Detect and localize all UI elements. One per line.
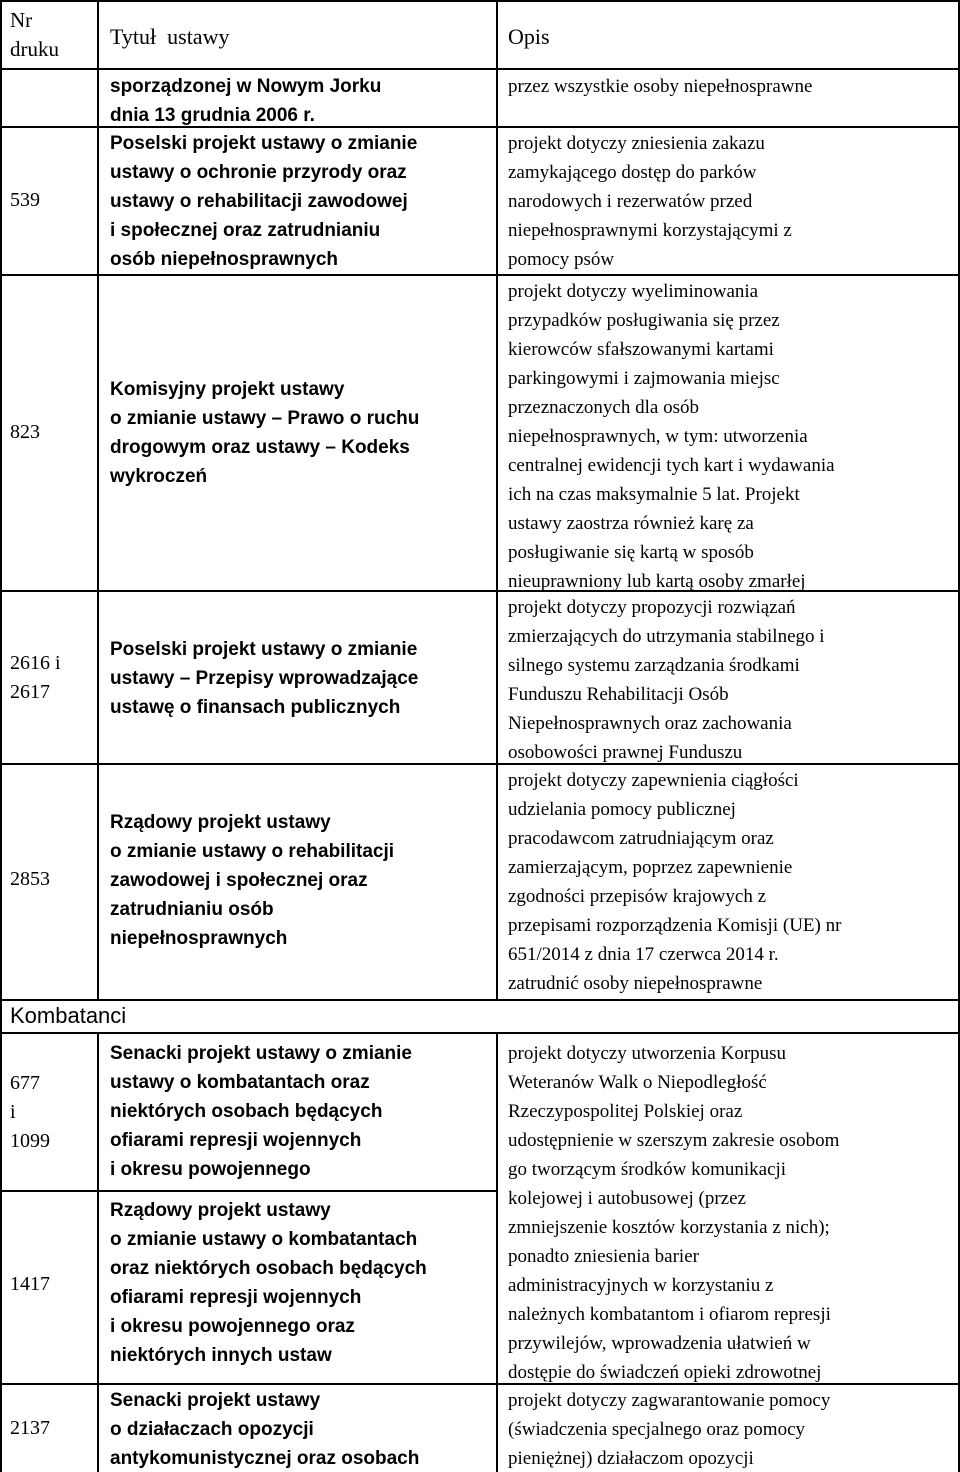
row-title: Poselski projekt ustawy o zmianie ustawy – Przepisy wprowadzające ustawę o finansach publicznych [110, 639, 419, 718]
row-title: Senacki projekt ustawy o zmianie ustawy o kombatantach oraz niektórych osobach będących ofiarami represji wojennych i okresu powojennego [110, 1043, 412, 1180]
row-opis: projekt dotyczy wyeliminowania przypadków posługiwania się przez kierowców sfałszowanymi kartami parkingowymi i zajmowania miejsc przeznaczonych dla osób niepełnosprawnych, w tym: utworzenia centralnej ewidencji tych kart i wydawania ich na czas maksymalnie 5 lat. Projekt ustawy zaostrza również karę za posługiwanie się kartą w sposób nieuprawniony lub kartą osoby zmarłej [508, 281, 835, 592]
continuation-opis: przez wszystkie osoby niepełnosprawne [508, 76, 813, 97]
row-nr: 2853 [10, 868, 50, 890]
section-opis-kombatanci: projekt dotyczy utworzenia Korpusu Weteranów Walk o Niepodległość Rzeczypospolitej Polskiej oraz udostępnienie w szerszym zakresie osobom go tworzącym środków komunikacji kolejowej i autobusowej (przez zmniejszenie kosztów korzystania z nich); ponadto zniesienia barier administracyjnych w korzystaniu z należnych kombatantom i ofiarom represji przywilejów, wprowadzenia ułatwień w dostępie do świadczeń opieki zdrowotnej [508, 1043, 840, 1383]
row-opis: projekt dotyczy zniesienia zakazu zamykającego dostęp do parków narodowych i rezerwatów przed niepełnosprawnymi korzystającymi z pomocy psów [508, 133, 792, 270]
continuation-title: sporządzonej w Nowym Jorku dnia 13 grudnia 2006 r. [110, 76, 382, 126]
row-nr: 823 [10, 421, 40, 443]
row-nr: 677 i 1099 [10, 1072, 50, 1152]
header-opis: Opis [508, 24, 550, 49]
row-nr: 2137 [10, 1417, 50, 1439]
row-nr: 2616 i 2617 [10, 652, 61, 703]
header-nr: Nr druku [10, 8, 59, 61]
row-nr: 1417 [10, 1273, 50, 1295]
row-title: Komisyjny projekt ustawy o zmianie ustawy – Prawo o ruchu drogowym oraz ustawy – Kodeks wykroczeń [110, 379, 420, 487]
row-opis: projekt dotyczy zapewnienia ciągłości udzielania pomocy publicznej pracodawcom zatrudniającym oraz zamierzającym, poprzez zapewnienie zgodności przepisów krajowych z przepisami rozporządzenia Komisji (UE) nr 651/2014 z dnia 17 czerwca 2014 r. zatrudnić osoby niepełnosprawne [508, 770, 842, 994]
row-nr: 539 [10, 189, 40, 211]
row-title: Poselski projekt ustawy o zmianie ustawy o ochronie przyrody oraz ustawy o rehabilitacji zawodowej i społecznej oraz zatrudnianiu osób niepełnosprawnych [110, 133, 418, 270]
section-opis-opozycja: projekt dotyczy zagwarantowanie pomocy (świadczenia specjalnego oraz pomocy pieniężnej) działaczom opozycji [508, 1390, 831, 1469]
header-title: Tytuł ustawy [110, 24, 230, 49]
section-title: Kombatanci [10, 1003, 127, 1028]
row-title: Senacki projekt ustawy o działaczach opozycji antykomunistycznej oraz osobach [110, 1390, 420, 1469]
row-title: Rządowy projekt ustawy o zmianie ustawy o kombatantach oraz niektórych osobach będących ofiarami represji wojennych i okresu powojennego oraz niektórych innych ustaw [110, 1200, 427, 1366]
row-title: Rządowy projekt ustawy o zmianie ustawy o rehabilitacji zawodowej i społecznej oraz zatrudnianiu osób niepełnosprawnych [110, 812, 395, 949]
row-opis: projekt dotyczy propozycji rozwiązań zmierzających do utrzymania stabilnego i silnego systemu zarządzania środkami Funduszu Rehabilitacji Osób Niepełnosprawnych oraz zachowania osobowości prawnej Funduszu [508, 597, 825, 763]
